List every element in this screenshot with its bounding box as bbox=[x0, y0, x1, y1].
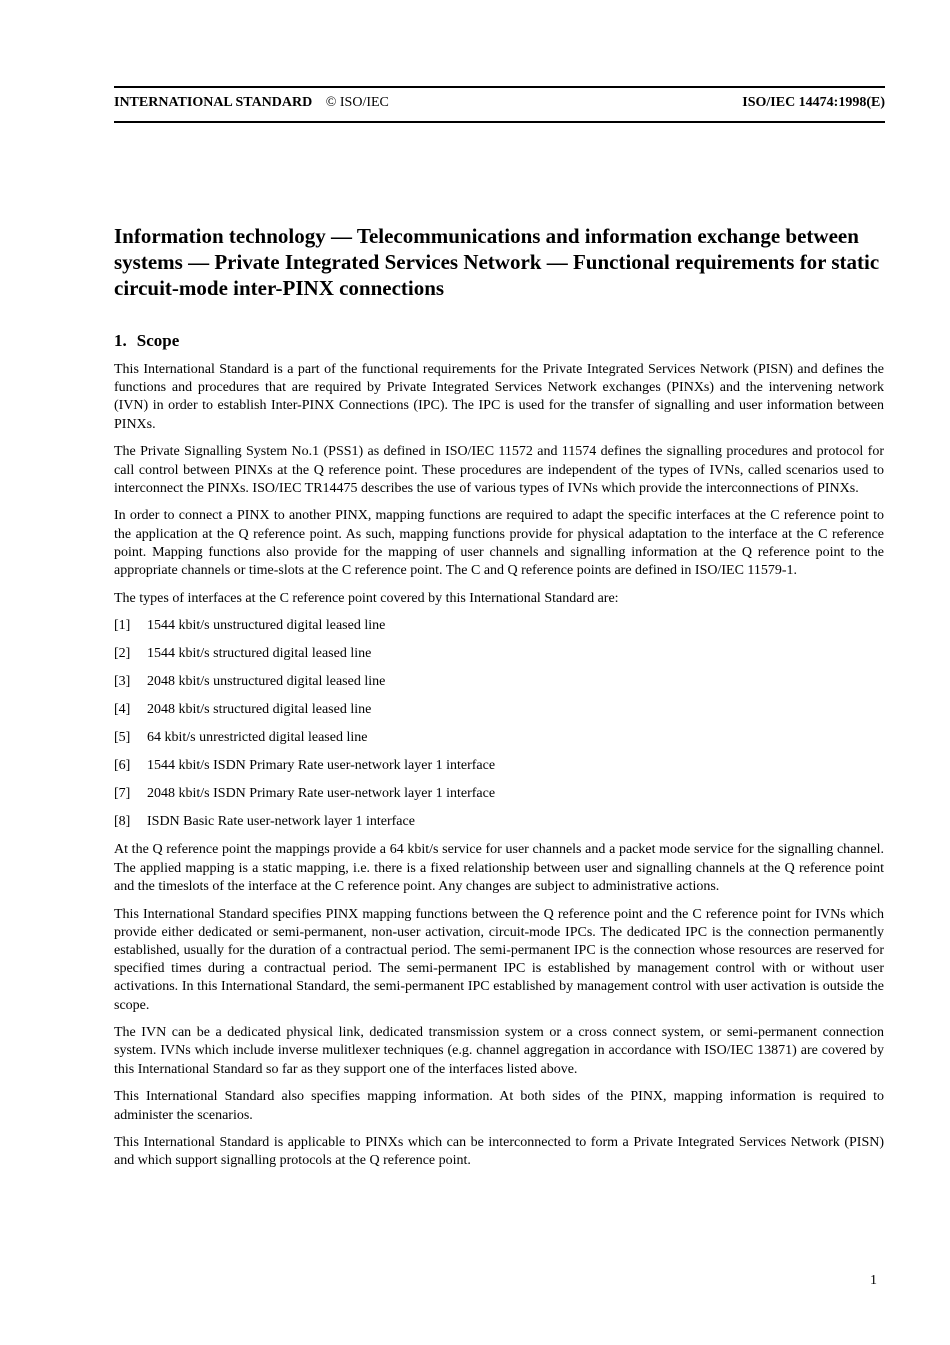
header-copyright: © ISO/IEC bbox=[325, 95, 389, 110]
section-heading bbox=[114, 331, 179, 351]
paragraph-scope-intro: This International Standard is a part of the functional requirements for the Private Integrated Services Network (PISN) and defines the functions and procedures that are required by Private Integrated Services Network exchanges (PINXs) and the intervening network (IVN) in order to establish Inter-PINX Connections (IPC). The IPC is used for the transfer of signalling and user information between PINXs. bbox=[114, 362, 884, 432]
paragraph-interface-types-intro: The types of interfaces at the C reference point covered by this International Standard are: bbox=[114, 590, 619, 606]
interface-list bbox=[114, 617, 884, 831]
page-number: 1 bbox=[870, 1273, 877, 1288]
document-title: Information technology — Telecommunications and information exchange between systems — Private Integrated Services Network — Functional requirements for static circuit-mode inter-PINX connections bbox=[114, 224, 880, 300]
list-item-text: 2048 kbit/s unstructured digital leased line bbox=[147, 674, 386, 690]
list-item-text: 2048 kbit/s ISDN Primary Rate user-network layer 1 interface bbox=[147, 786, 496, 802]
header-document-id: ISO/IEC 14474:1998(E) bbox=[742, 95, 885, 110]
list-item-text: 1544 kbit/s ISDN Primary Rate user-network layer 1 interface bbox=[147, 758, 496, 774]
list-item-text: 64 kbit/s unrestricted digital leased line bbox=[147, 730, 368, 746]
header-bottom-rule bbox=[114, 121, 885, 123]
header-top-rule bbox=[114, 86, 885, 88]
list-item-marker: [3] bbox=[114, 674, 131, 690]
list-item bbox=[114, 617, 884, 635]
list-item-marker: [4] bbox=[114, 702, 131, 718]
list-item-text: 2048 kbit/s structured digital leased line bbox=[147, 702, 372, 718]
running-header bbox=[114, 94, 885, 112]
list-item bbox=[114, 729, 884, 747]
paragraph-ipc-types: This International Standard specifies PINX mapping functions between the Q reference point and the C reference point for IVNs which provide either dedicated or semi-permanent, non-user activation, circuit-mode IPCs. The dedicated IPC is the connection permanently established, usually for the duration of a contractual period. The semi-permanent IPC is the connection whose resources are reserved for specified times during a contractual period. The semi-permanent IPC is established by management control with or without user activations. In this International Standard, the semi-permanent IPC established by management control with user activation is outside the scope. bbox=[114, 906, 884, 1013]
list-item-marker: [6] bbox=[114, 758, 131, 774]
list-item-marker: [7] bbox=[114, 786, 131, 802]
list-item bbox=[114, 701, 884, 719]
section-title: Scope bbox=[136, 331, 180, 350]
paragraph-ivn-description: The IVN can be a dedicated physical link, dedicated transmission system or a cross connect system, or semi-permanent connection system. IVNs which include inverse mulitlexer techniques (e.g. channel aggregation in accordance with ISO/IEC 13871) are covered by this International Standard so far as they support one of the interfaces listed above. bbox=[114, 1025, 884, 1077]
header-standard-label: INTERNATIONAL STANDARD bbox=[114, 95, 313, 110]
list-item-text: ISDN Basic Rate user-network layer 1 interface bbox=[147, 814, 415, 830]
list-item-marker: [2] bbox=[114, 646, 131, 662]
section-body bbox=[114, 361, 884, 1180]
paragraph-pss1: The Private Signalling System No.1 (PSS1) as defined in ISO/IEC 11572 and 11574 defines the signalling procedures and protocol for call control between PINXs at the Q reference point. These procedures are independent of the types of IVNs, called scenarios used to interconnect the PINXs. ISO/IEC TR14475 describes the use of various types of IVNs which provide the interconnections of PINXs. bbox=[114, 444, 884, 496]
paragraph-applicability: This International Standard is applicable to PINXs which can be interconnected to form a Private Integrated Services Network (PISN) and which support signalling protocols at the Q reference point. bbox=[114, 1135, 884, 1169]
list-item bbox=[114, 785, 884, 803]
list-item bbox=[114, 673, 884, 691]
list-item bbox=[114, 645, 884, 663]
list-item-text: 1544 kbit/s unstructured digital leased line bbox=[147, 618, 386, 634]
list-item bbox=[114, 757, 884, 775]
list-item-text: 1544 kbit/s structured digital leased line bbox=[147, 646, 372, 662]
list-item bbox=[114, 813, 884, 831]
paragraph-q-reference-mappings: At the Q reference point the mappings provide a 64 kbit/s service for user channels and a packet mode service for the signalling channel. The applied mapping is a static mapping, i.e. there is a fixed relationship between user and signalling channels at the Q reference point and the timeslots of the interface at the C reference point. Any changes are subject to administrative actions. bbox=[114, 842, 884, 894]
list-item-marker: [8] bbox=[114, 814, 131, 830]
paragraph-mapping-information: This International Standard also specifies mapping information. At both sides of the PINX, mapping information is required to administer the scenarios. bbox=[114, 1089, 884, 1123]
header-left bbox=[114, 94, 389, 112]
paragraph-mapping-functions: In order to connect a PINX to another PINX, mapping functions are required to adapt the specific interfaces at the C reference point to the application at the Q reference point. As such, mapping functions provide for physical adaptation to the interface at the C reference point. Mapping functions also provide for the mapping of user channels and signalling information at the Q reference point to the appropriate channels or time-slots at the C reference point. The C and Q reference points are defined in ISO/IEC 11579-1. bbox=[114, 508, 884, 579]
list-item-marker: [5] bbox=[114, 730, 131, 746]
list-item-marker: [1] bbox=[114, 618, 131, 634]
section-number: 1. bbox=[114, 331, 127, 350]
